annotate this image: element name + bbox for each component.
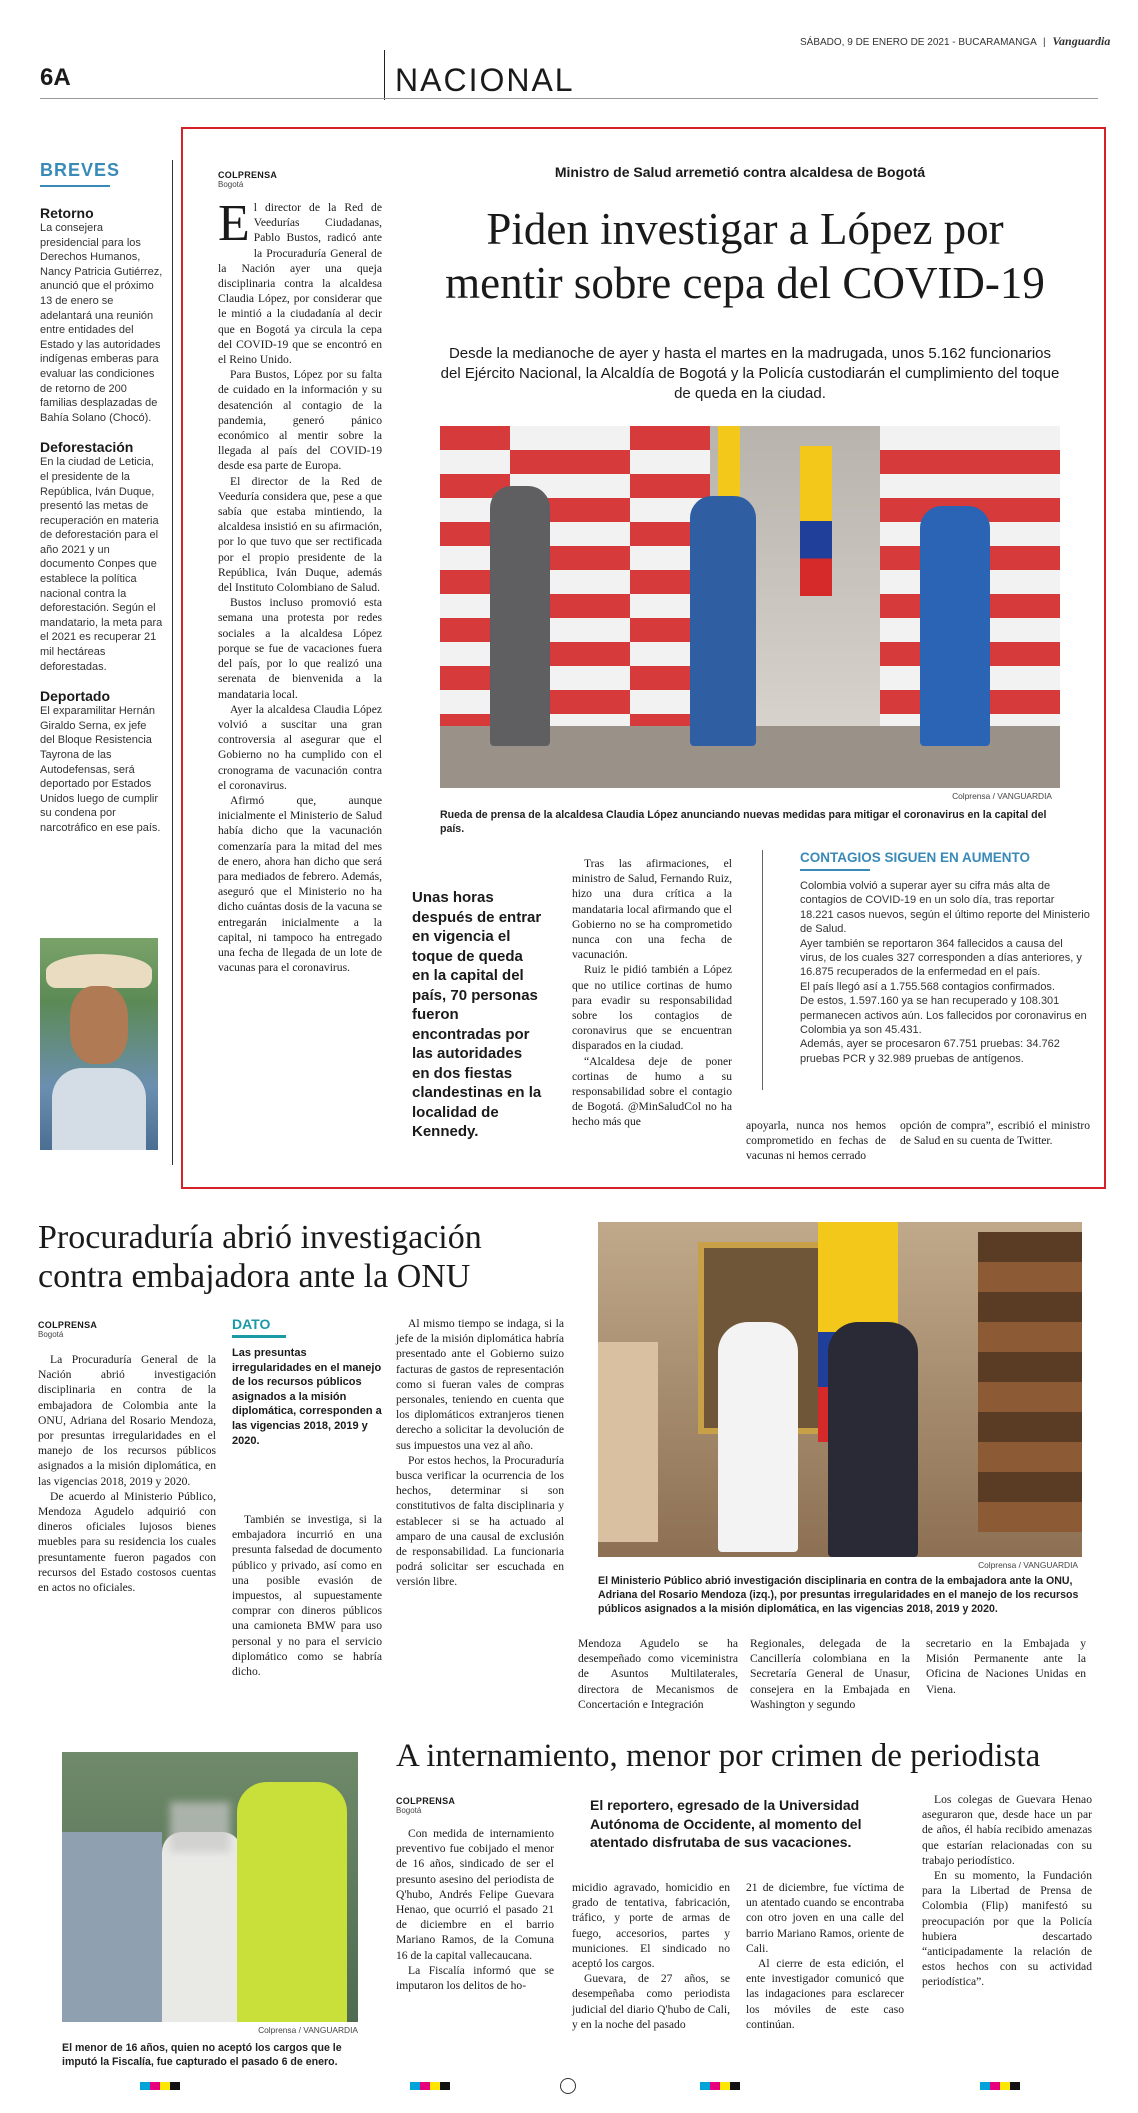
lead-paragraph: El director de la Red de Veeduría considera que, pese a que sabía que estaba mintiendo, la alcaldesa insistió en su afirmación, por lo que tuvo que ser rectificada por el propio presidente de la República, Iván Duque, además del Instituto Colombiano de Salud. bbox=[218, 474, 382, 595]
second-paragraph: De acuerdo al Ministerio Público, Mendoza Agudelo adquirió con dineros oficiales lujosos bienes muebles para su residencia los cuales presuntamente fueron pagados con recursos del Estado costosos cuentas en actos no oficiales. bbox=[38, 1489, 216, 1595]
sidebar-paragraph: Colombia volvió a superar ayer su cifra más alta de contagios de COVID-19 en un solo día, tras reportar 18.221 casos nuevos, según el último reporte del Ministerio de Salud. bbox=[800, 880, 1090, 936]
brief-item bbox=[40, 688, 164, 835]
lead-pullquote: Unas horas después de entrar en vigencia el toque de queda en la capital del país, 70 personas fueron encontradas por las autoridades en dos fiestas clandestinas en la localidad de Kennedy. bbox=[412, 889, 542, 1140]
third-column-1 bbox=[396, 1826, 554, 1993]
second-column-3 bbox=[396, 1316, 564, 1590]
third-photo-credit: Colprensa / VANGUARDIA bbox=[258, 2025, 358, 2035]
brief-title: Deforestación bbox=[40, 439, 134, 456]
second-photo bbox=[598, 1222, 1082, 1557]
brief-text: La consejera presidencial para los Derechos Humanos, Nancy Patricia Gutiérrez, anunció que el próximo 13 de enero se adelantará una reunión entre entidades del Estado y las autoridades indígenas emberas para evaluar las condiciones de retorno de 200 familias desplazadas de Bahía Solano (Chocó). bbox=[40, 222, 163, 424]
brief-text: El exparamilitar Hernán Giraldo Serna, ex jefe del Bloque Resistencia Tayrona de las Autodefensas, será deportado por Estados Unidos luego de cumplir su condena por narcotráfico en ese país. bbox=[40, 705, 161, 834]
second-headline-line: contra embajadora ante la ONU bbox=[38, 1258, 471, 1295]
second-headline bbox=[38, 1218, 598, 1296]
lead-headline bbox=[400, 202, 1090, 310]
briefs-column bbox=[40, 160, 164, 836]
color-mark bbox=[140, 2082, 180, 2090]
side-panel bbox=[598, 1342, 658, 1542]
third-paragraph: Guevara, de 27 años, se desempeñaba como periodista judicial del diario Q'hubo de Cali, y en la noche del pasado bbox=[572, 1972, 730, 2031]
color-mark bbox=[980, 2082, 1020, 2090]
second-paragraph: Al mismo tiempo se indaga, si la jefe de la misión diplomática habría presentado ante el Gobierno suizo facturas de gastos de representación como si fueran vales de compras personales, teniendo en cuenta que los diplomáticos extranjeros tienen derecho a solicitar la devolución de sus impuestos una vez al año. bbox=[396, 1317, 564, 1452]
lead-column-1 bbox=[218, 195, 382, 975]
third-paragraph: Al cierre de esta edición, el ente investigador comunicó que las indagaciones para esclarecer los móviles de este caso continúan. bbox=[746, 1957, 904, 2031]
brief-item bbox=[40, 205, 164, 425]
vehicle bbox=[62, 1832, 162, 2022]
header-rule bbox=[40, 98, 1098, 99]
flag-colombia bbox=[800, 446, 832, 596]
lead-paragraph: “Alcaldesa deje de poner cortinas de humo a su responsabilidad sobre el contagio de Bogotá. @MinSaludCol no ha hecho más que bbox=[572, 1054, 732, 1129]
third-paragraph: 21 de diciembre, fue víctima de un atentado cuando se encontraba con otro joven en una calle del barrio Mariano Ramos, oriente de Cali. bbox=[746, 1881, 904, 1955]
second-tail-2 bbox=[750, 1636, 910, 1712]
page-number: 6A bbox=[40, 64, 71, 91]
dateline: SÁBADO, 9 DE ENERO DE 2021 - BUCARAMANGA | Vanguardia bbox=[800, 34, 1111, 48]
third-column-3 bbox=[746, 1880, 904, 2032]
third-paragraph: Con medida de internamiento preventivo fue cobijado el menor de 16 años, sindicado de ser el presunto asesino del periodista de Q'hubo, Andrés Felipe Guevara Henao, que ocurrió el pasado 21 de diciembre en el barrio Mariano Ramos, de la Comuna 16 de la capital vallecaucana. bbox=[396, 1827, 554, 1962]
print-color-bar bbox=[40, 2082, 1098, 2092]
second-paragraph: secretario en la Embajada y Misión Permanente ante la Oficina de Naciones Unidas en Viena. bbox=[926, 1637, 1086, 1696]
briefs-rule bbox=[40, 185, 110, 187]
sidebar-paragraph: Además, ayer se procesaron 67.751 pruebas: 34.762 pruebas PCR y 32.989 pruebas de antígenos. bbox=[800, 1038, 1060, 1065]
person-left bbox=[718, 1322, 798, 1552]
third-column-2 bbox=[572, 1880, 730, 2032]
brand-logo: Vanguardia bbox=[1052, 34, 1111, 48]
second-column-2 bbox=[232, 1512, 382, 1679]
sidebar-paragraph: De estos, 1.597.160 ya se han recuperado y 108.301 permanecen activos aún. Los fallecidos por coronavirus en Colombia ya son 45.431. bbox=[800, 995, 1087, 1037]
agency-name: COLPRENSA bbox=[396, 1796, 456, 1806]
person-right bbox=[828, 1322, 918, 1557]
third-paragraph: La Fiscalía informó que se imputaron los delitos de ho- bbox=[396, 1963, 554, 1993]
lead-paragraph bbox=[218, 195, 382, 367]
third-paragraph: Los colegas de Guevara Henao aseguraron que, desde hace un par de años, él había recibido amenazas que estarían relacionadas con su trabajo periodístico. bbox=[922, 1793, 1092, 1867]
second-byline bbox=[38, 1320, 97, 1339]
third-photo bbox=[62, 1752, 358, 2022]
second-headline-line: Procuraduría abrió investigación bbox=[38, 1219, 482, 1256]
person-center bbox=[690, 496, 756, 746]
contagios-sidebar bbox=[800, 850, 1090, 1066]
brief-text: En la ciudad de Leticia, el presidente de la República, Iván Duque, presentó las metas de recuperación en materia de deforestación para el año 2021 y un documento Conpes que establece la política nacional contra la deforestación. Según el mandatario, la meta para el 2021 es recuperar 21 mil hectáreas deforestadas. bbox=[40, 456, 163, 673]
lead-paragraph: Bustos incluso promovió esta semana una protesta por redes sociales a la alcaldesa López porque se fue de vacaciones fuera del país, por lo que realizó una serenata de bienvenida a la mandataria local. bbox=[218, 596, 382, 701]
sidebar-divider bbox=[762, 850, 763, 1090]
brief-title: Retorno bbox=[40, 205, 94, 221]
lead-kicker: Ministro de Salud arremetió contra alcaldesa de Bogotá bbox=[554, 164, 926, 180]
lead-deck: Desde la medianoche de ayer y hasta el martes en la madrugada, unos 5.162 funcionarios del Ejército Nacional, la Alcaldía de Bogotá y la Policía custodiarán el cumplimiento del toque de queda en la ciudad. bbox=[440, 345, 1060, 402]
lead-column-3 bbox=[572, 856, 732, 1130]
lead-paragraph: Afirmó que, aunque inicialmente el Ministerio de Salud había dicho que la vacunación comenzaría para la mitad del mes de enero, ahora han dicho que será para mediados de febrero. Además, aseguró que el Ministerio no ha dicho cuántas dosis de la vacuna se entregarán inicialmente a la capital, ni tampoco ha entregado una fecha de llegada de un lote de vacunas para el coronavirus. bbox=[218, 793, 382, 975]
lead-paragraph: Tras las afirmaciones, el ministro de Salud, Fernando Ruiz, hizo una dura crítica a la mandataria local afirmando que el Gobierno no se ha comprometido nunca con una fecha de vacunación. bbox=[572, 857, 732, 962]
agency-name: COLPRENSA bbox=[38, 1320, 98, 1330]
second-paragraph: Por estos hechos, la Procuraduría busca verificar la ocurrencia de los hechos, determinar si son constitutivos de falta disciplinaria y establecer si se ha actuado al amparo de una causal de exclusión de responsabilidad. La funcionaria podrá solicitar ser escuchada en versión libre. bbox=[396, 1453, 564, 1589]
color-mark bbox=[410, 2082, 450, 2090]
header-divider bbox=[384, 50, 385, 100]
face-shape bbox=[70, 986, 128, 1064]
police-officer bbox=[237, 1782, 347, 2022]
dato-text: Las presuntas irregularidades en el manejo de los recursos públicos asignados a la misión diplomática, corresponden a las vigencias 2018, 2019 y 2020. bbox=[232, 1347, 382, 1447]
shirt-shape bbox=[52, 1068, 146, 1150]
lead-paragraph: Para Bustos, López por su falta de cuidado en la información y su desatención al contagio de la pandemia, generó pánico económico al mentir sobre la llegada al país del COVID-19 desde esa parte de Europa. bbox=[218, 368, 382, 473]
second-paragraph: Regionales, delegada de la Cancillería colombiana en la Secretaría General de Unasur, consejera en la Embajada en Washington y segundo bbox=[750, 1637, 910, 1711]
lead-paragraph: Ruiz le pidió también a López que no utilice cortinas de humo para evadir su responsabilidad sobre los contagios de coronavirus que se encuentran disparados en la ciudad. bbox=[572, 963, 732, 1053]
lead-column-5 bbox=[900, 1118, 1090, 1148]
person-left bbox=[490, 486, 550, 746]
second-paragraph: Mendoza Agudelo se ha desempeñado como viceministra de Asuntos Multilaterales, directora de Mecanismos de Concertación e Integración bbox=[578, 1637, 738, 1711]
hat-shape bbox=[46, 954, 152, 988]
third-paragraph: En su momento, la Fundación para la Libertad de Prensa de Colombia (Flip) manifestó su preocupación por que la Policía hubiera descartado “anticipadamente la relación de estos hechos con su actividad periodística”. bbox=[922, 1869, 1092, 1989]
detained-minor bbox=[162, 1832, 242, 2022]
sidebar-rule bbox=[800, 869, 870, 871]
dropcap: E bbox=[218, 195, 250, 252]
sidebar-paragraph: El país llegó así a 1.755.568 contagios confirmados. bbox=[800, 980, 1055, 993]
agency-city: Bogotá bbox=[396, 1806, 422, 1815]
lead-paragraph: opción de compra”, escribió el ministro de Salud en su cuenta de Twitter. bbox=[900, 1119, 1090, 1148]
third-headline: A internamiento, menor por crimen de periodista bbox=[396, 1738, 1041, 1774]
section-title: NACIONAL bbox=[395, 62, 575, 98]
lead-headline-line: mentir sobre cepa del COVID-19 bbox=[445, 258, 1045, 308]
sidebar-paragraph: Ayer también se reportaron 364 fallecidos a causa del virus, de los cuales 327 corresponden a días anteriores, y 16.875 recuperados de la enfermedad en el país. bbox=[800, 937, 1082, 979]
lead-photo bbox=[440, 426, 1060, 788]
third-paragraph: micidio agravado, homicidio en grado de tentativa, fabricación, tráfico, y porte de armas de fuego, accesorios, partes y municiones. El sindicado no aceptó los cargos. bbox=[572, 1881, 730, 1971]
second-photo-credit: Colprensa / VANGUARDIA bbox=[978, 1560, 1078, 1570]
second-paragraph: La Procuraduría General de la Nación abrió investigación disciplinaria en contra de la embajadora de Colombia ante la ONU, Adriana del Rosario Mendoza, por presuntas irregularidades en el manejo de los recursos públicos asignados a la misión diplomática, en las vigencias 2018, 2019 y 2020. bbox=[38, 1353, 216, 1488]
second-paragraph: También se investiga, si la embajadora incurrió en una presunta falsedad de documento público y privado, así como en una posible evasión de impuestos, al supuestamente comprar con dineros públicos una camioneta BMW para uso personal y no para el servicio diplomático como se habría dicho. bbox=[232, 1513, 382, 1679]
third-photo-caption: El menor de 16 años, quien no aceptó los cargos que le imputó la Fiscalía, fue capturado el pasado 6 de enero. bbox=[62, 2042, 342, 2068]
third-deck: El reportero, egresado de la Universidad Autónoma de Occidente, al momento del atentado disfrutaba de sus vacaciones. bbox=[590, 1797, 862, 1850]
person-right bbox=[920, 506, 990, 746]
color-mark bbox=[700, 2082, 740, 2090]
briefs-heading: BREVES bbox=[40, 160, 121, 180]
second-column-1 bbox=[38, 1352, 216, 1595]
registration-mark-icon bbox=[560, 2078, 576, 2094]
lead-paragraph: Ayer la alcaldesa Claudia López volvió a suscitar una gran controversia al asegurar que el Gobierno no ha cumplido con el cronograma de vacunación contra el coronavirus. bbox=[218, 702, 382, 792]
lead-column-4 bbox=[746, 1118, 886, 1164]
brief-portrait-photo bbox=[40, 938, 158, 1150]
lead-photo-caption: Rueda de prensa de la alcaldesa Claudia López anunciando nuevas medidas para mitigar el coronavirus en la capital del país. bbox=[440, 809, 1047, 835]
lead-photo-credit: Colprensa / VANGUARDIA bbox=[952, 791, 1052, 801]
lead-byline bbox=[218, 170, 277, 189]
brief-item bbox=[40, 439, 164, 674]
dato-box bbox=[232, 1316, 382, 1448]
briefs-divider bbox=[172, 160, 173, 1165]
agency-city: Bogotá bbox=[38, 1330, 64, 1339]
third-byline bbox=[396, 1796, 455, 1815]
second-tail-1 bbox=[578, 1636, 738, 1712]
agency-name: COLPRENSA bbox=[218, 170, 278, 180]
bookshelf bbox=[978, 1232, 1082, 1532]
lead-paragraph: apoyarla, nunca nos hemos comprometido en fechas de vacunas ni hemos cerrado bbox=[746, 1119, 886, 1163]
blurred-face bbox=[170, 1802, 230, 1852]
second-photo-caption: El Ministerio Público abrió investigación disciplinaria en contra de la embajadora ante la ONU, Adriana del Rosario Mendoza (izq.), por presuntas irregularidades en el manejo de los recursos públicos asignados a la misión diplomática, en las vigencias 2018, 2019 y 2020. bbox=[598, 1575, 1079, 1615]
sidebar-title: CONTAGIOS SIGUEN EN AUMENTO bbox=[800, 850, 1031, 865]
dato-label: DATO bbox=[232, 1316, 271, 1332]
agency-city: Bogotá bbox=[218, 180, 244, 189]
second-tail-3 bbox=[926, 1636, 1086, 1697]
dato-rule bbox=[232, 1335, 286, 1338]
lead-headline-line: Piden investigar a López por bbox=[486, 204, 1004, 254]
brief-title: Deportado bbox=[40, 688, 110, 705]
lead-paragraph-text: l director de la Red de Veedurías Ciudadanas, Pablo Bustos, radicó ante la Procuraduría General de la Nación ayer una queja disciplinaria contra la alcaldesa Claudia López, por considerar que le mintió a la ciudadanía al decir que en Bogotá ya circula la cepa del COVID-19 que se encontró en el Reino Unido. bbox=[218, 201, 382, 367]
third-column-4 bbox=[922, 1792, 1092, 1990]
